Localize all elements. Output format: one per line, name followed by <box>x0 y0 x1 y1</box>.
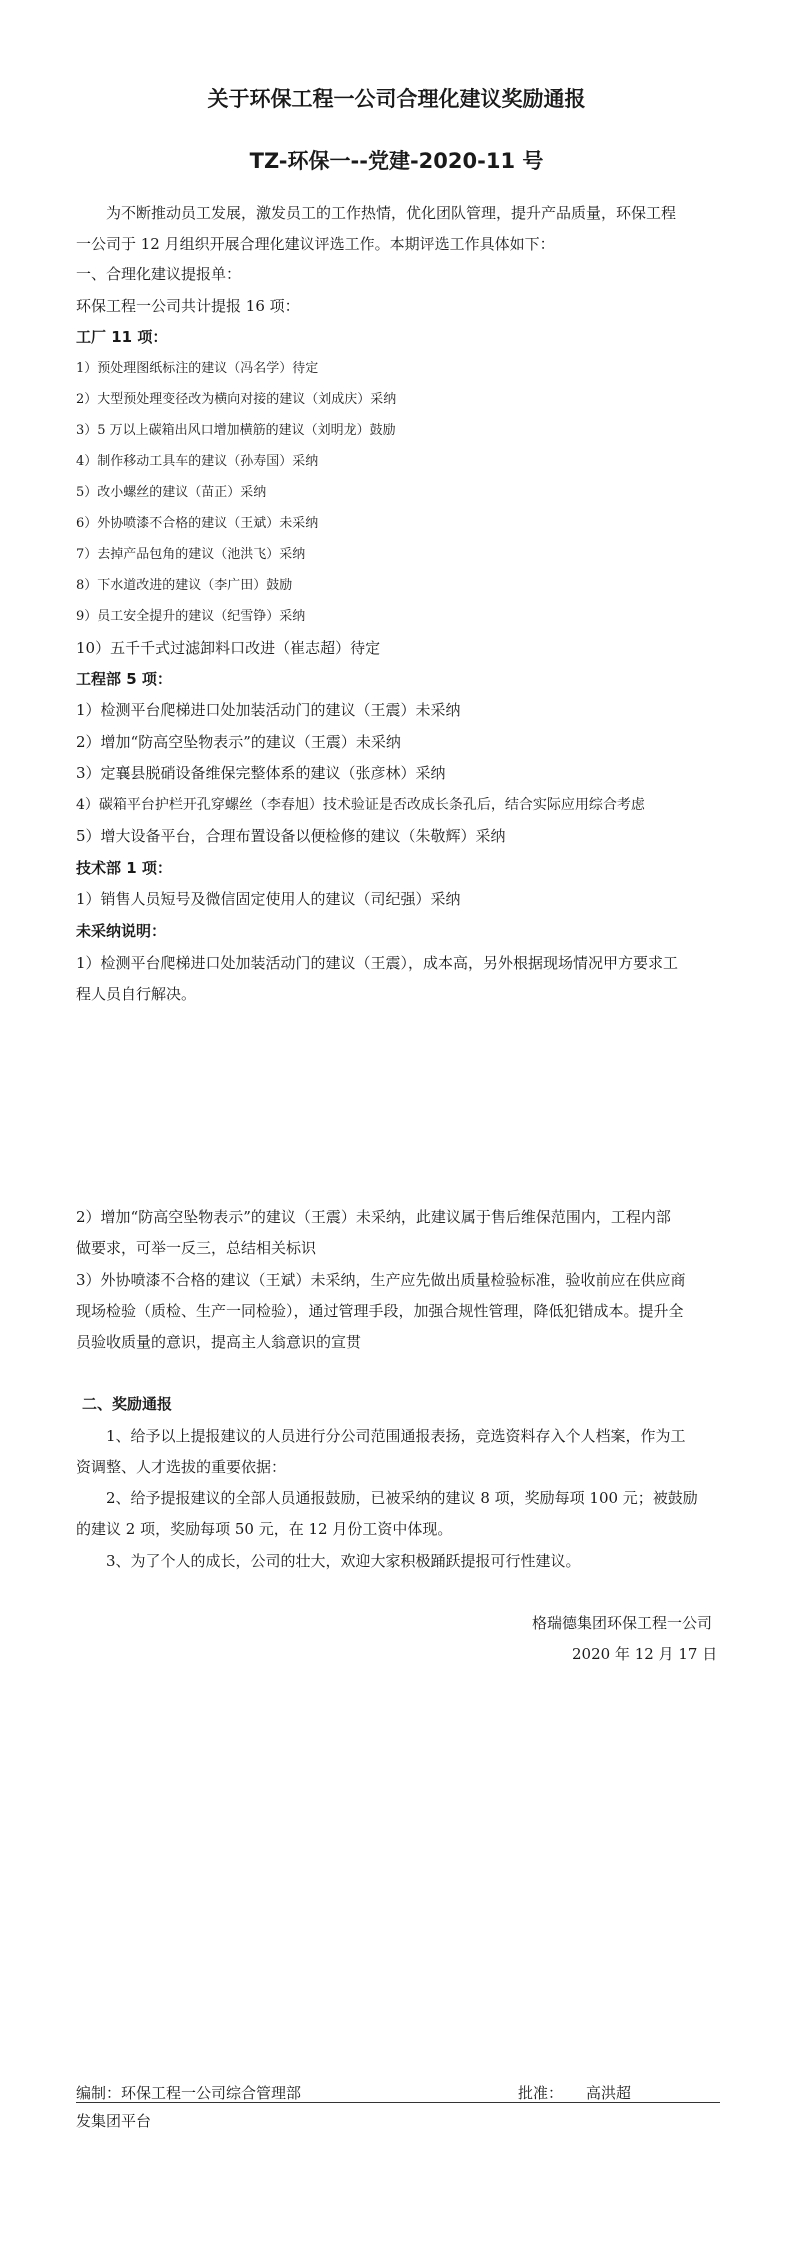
factory-item: 6）外协喷漆不合格的建议（王斌）未采纳 <box>76 516 319 531</box>
footer-platform: 发集团平台 <box>76 2112 152 2130</box>
factory-item: 2）大型预处理变径改为横向对接的建议（刘成庆）采纳 <box>76 392 397 407</box>
factory-item: 9）员工安全提升的建议（纪雪铮）采纳 <box>76 609 306 624</box>
factory-item: 3）5 万以上碳箱出风口增加横筋的建议（刘明龙）鼓励 <box>76 423 396 438</box>
factory-item: 7）去掉产品包角的建议（池洪飞）采纳 <box>76 547 306 562</box>
footer-approve-label: 批准： <box>518 2084 564 2102</box>
rejected-note-2: 2）增加“防高空坠物表示”的建议（王震）未采纳，此建议属于售后维保范围内，工程内部 <box>76 1208 671 1226</box>
rejected-note-3-cont: 现场检验（质检、生产一同检验），通过管理手段，加强合规性管理，降低犯错成本。提升全 <box>76 1302 684 1320</box>
engineering-heading: 工程部 5 项： <box>76 670 172 688</box>
reward-item-1: 1、给予以上提报建议的人员进行分公司范围通报表扬，竞选资料存入个人档案，作为工 <box>106 1427 686 1445</box>
reward-item-3: 3、为了个人的成长，公司的壮大，欢迎大家积极踊跃提报可行性建议。 <box>106 1552 581 1570</box>
rejected-heading: 未采纳说明： <box>76 922 167 940</box>
signature-date: 2020 年 12 月 17 日 <box>572 1645 718 1663</box>
reward-item-2-cont: 的建议 2 项，奖励每项 50 元，在 12 月份工资中体现。 <box>76 1520 453 1538</box>
tech-item: 1）销售人员短号及微信固定使用人的建议（司纪强）采纳 <box>76 890 461 908</box>
factory-item: 1）预处理图纸标注的建议（冯名学）待定 <box>76 361 319 376</box>
section2-heading: 二、奖励通报 <box>82 1395 173 1413</box>
footer-editor: 编制：环保工程一公司综合管理部 <box>76 2084 302 2102</box>
reward-item-2: 2、给予提报建议的全部人员通报鼓励，已被采纳的建议 8 项，奖励每项 100 元；被鼓励 <box>106 1489 698 1507</box>
factory-item: 10）五千千式过滤卸料口改进（崔志超）待定 <box>76 639 381 657</box>
tech-heading: 技术部 1 项： <box>76 859 172 877</box>
intro-line-2: 一公司于 12 月组织开展合理化建议评选工作。本期评选工作具体如下： <box>76 235 555 253</box>
factory-item: 8）下水道改进的建议（李广田）鼓励 <box>76 578 293 593</box>
engineering-item: 2）增加“防高空坠物表示”的建议（王震）未采纳 <box>76 733 401 751</box>
intro-line-1: 为不断推动员工发展，激发员工的工作热情，优化团队管理，提升产品质量，环保工程 <box>106 204 677 222</box>
engineering-item: 3）定襄县脱硝设备维保完整体系的建议（张彦林）采纳 <box>76 764 446 782</box>
engineering-item: 1）检测平台爬梯进口处加装活动门的建议（王震）未采纳 <box>76 701 461 719</box>
engineering-item: 5）增大设备平台，合理布置设备以便检修的建议（朱敬辉）采纳 <box>76 827 506 845</box>
factory-heading: 工厂 11 项： <box>76 328 168 346</box>
section1-total: 环保工程一公司共计提报 16 项： <box>76 297 300 315</box>
document-number: TZ-环保一--党建-2020-11 号 <box>249 149 544 173</box>
section1-heading: 一、合理化建议提报单： <box>76 265 242 283</box>
engineering-item: 4）碳箱平台护栏开孔穿螺丝（李春旭）技术验证是否改成长条孔后，结合实际应用综合考虑 <box>76 797 645 813</box>
factory-item: 4）制作移动工具车的建议（孙寿国）采纳 <box>76 454 319 469</box>
footer-approve-name: 高洪超 <box>586 2084 632 2102</box>
factory-item: 5）改小螺丝的建议（苗正）采纳 <box>76 485 267 500</box>
rejected-note-1: 1）检测平台爬梯进口处加装活动门的建议（王震），成本高，另外根据现场情况甲方要求工 <box>76 954 679 972</box>
rejected-note-3: 3）外协喷漆不合格的建议（王斌）未采纳，生产应先做出质量检验标准，验收前应在供应商 <box>76 1271 686 1289</box>
signature-organization: 格瑞德集团环保工程一公司 <box>532 1614 713 1632</box>
rejected-note-2-cont: 做要求，可举一反三，总结相关标识 <box>76 1239 317 1257</box>
document-title: 关于环保工程一公司合理化建议奖励通报 <box>207 87 586 111</box>
rejected-note-3-cont: 员验收质量的意识，提高主人翁意识的宣贯 <box>76 1333 362 1351</box>
reward-item-1-cont: 资调整、人才选拔的重要依据： <box>76 1458 287 1476</box>
footer-signoff-line <box>76 2082 720 2103</box>
rejected-note-1-cont: 程人员自行解决。 <box>76 985 197 1003</box>
